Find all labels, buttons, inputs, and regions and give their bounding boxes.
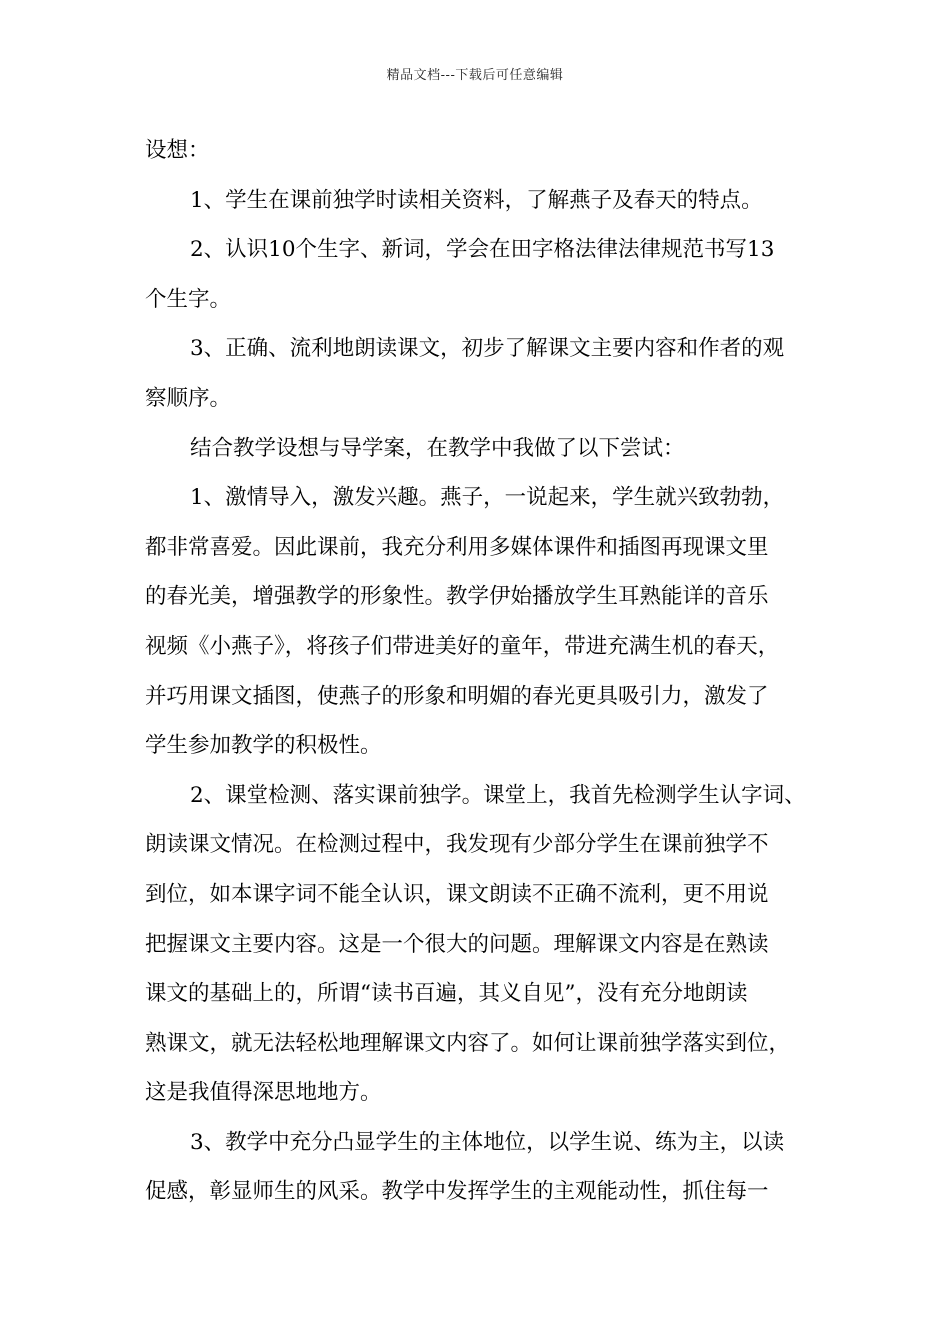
body-line: 学生参加教学的积极性。 bbox=[145, 733, 382, 759]
body-line: 促感，彰显师生的风采。教学中发挥学生的主观能动性，抓住每一 bbox=[145, 1179, 769, 1205]
body-line: 到位，如本课字词不能全认识，课文朗读不正确不流利，更不用说 bbox=[145, 881, 769, 907]
body-line: 结合教学设想与导学案，在教学中我做了以下尝试： bbox=[190, 435, 685, 461]
body-line: 视频《小燕子》，将孩子们带进美好的童年，带进充满生机的春天， bbox=[145, 633, 780, 659]
body-line: 朗读课文情况。在检测过程中，我发现有少部分学生在课前独学不 bbox=[145, 832, 769, 858]
body-line: 都非常喜爱。因此课前，我充分利用多媒体课件和插图再现课文里 bbox=[145, 534, 769, 560]
body-line: 3、教学中充分凸显学生的主体地位，以学生说、练为主，以读 bbox=[190, 1129, 785, 1155]
body-line: 1、激情导入，激发兴趣。燕子，一说起来，学生就兴致勃勃， bbox=[190, 485, 785, 511]
body-line: 个生字。 bbox=[145, 286, 232, 312]
page-header: 精品文档---下载后可任意编辑 bbox=[386, 68, 564, 83]
document-body bbox=[145, 126, 813, 1217]
body-line: 这是我值得深思地地方。 bbox=[145, 1080, 382, 1106]
body-line: 熟课文，就无法轻松地理解课文内容了。如何让课前独学落实到位， bbox=[145, 1030, 791, 1056]
body-line: 设想： bbox=[145, 138, 210, 163]
body-line: 的春光美，增强教学的形象性。教学伊始播放学生耳熟能详的音乐 bbox=[145, 584, 769, 610]
body-line: 把握课文主要内容。这是一个很大的问题。理解课文内容是在熟读 bbox=[145, 931, 769, 957]
body-line: 并巧用课文插图，使燕子的形象和明媚的春光更具吸引力，激发了 bbox=[145, 683, 769, 709]
body-line: 2、课堂检测、落实课前独学。课堂上，我首先检测学生认字词、 bbox=[190, 782, 806, 808]
body-line: 1、学生在课前独学时读相关资料，了解燕子及春天的特点。 bbox=[190, 187, 763, 213]
body-line: 察顺序。 bbox=[145, 385, 232, 411]
body-line: 2、认识10个生字、新词，学会在田字格法律法律规范书写13 bbox=[190, 237, 775, 263]
body-line: 课文的基础上的，所谓“读书百遍，其义自见”，没有充分地朗读 bbox=[145, 981, 748, 1007]
body-line: 3、正确、流利地朗读课文，初步了解课文主要内容和作者的观 bbox=[190, 336, 785, 362]
